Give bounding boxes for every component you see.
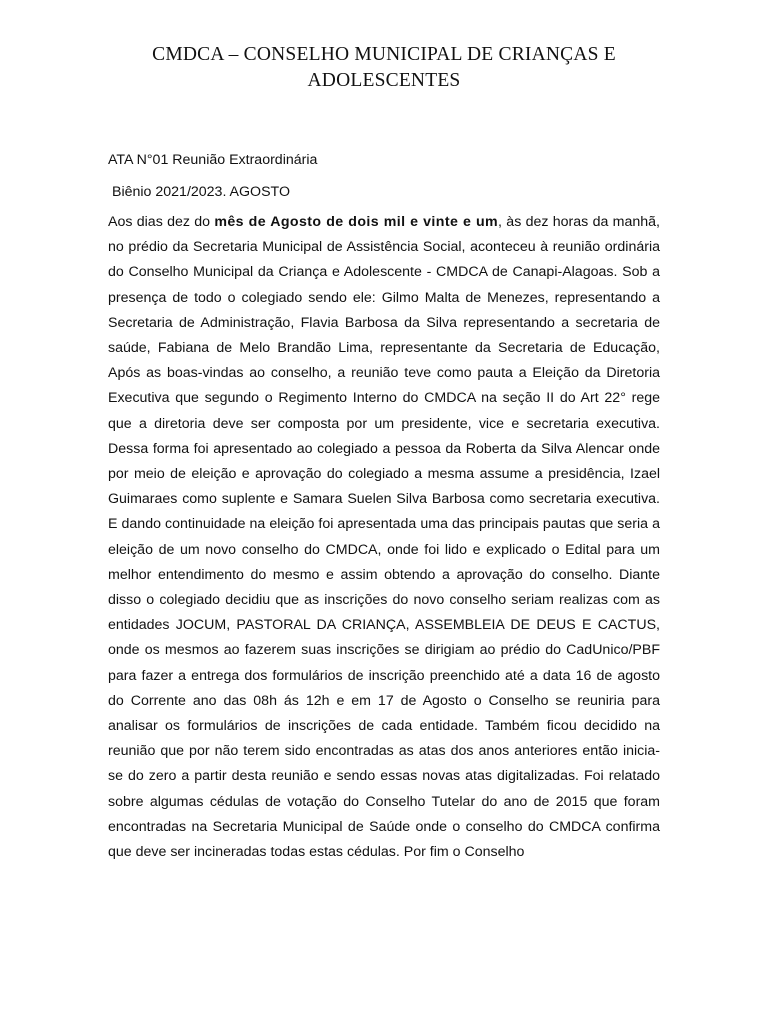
title-line-1: CMDCA – CONSELHO MUNICIPAL DE CRIANÇAS E xyxy=(152,44,616,65)
title-line-2: ADOLESCENTES xyxy=(307,70,461,91)
minutes-paragraph xyxy=(108,210,660,865)
ata-number: ATA N°01 Reunião Extraordinária xyxy=(108,152,318,168)
document-title xyxy=(108,0,660,94)
bienio-line: Biênio 2021/2023. AGOSTO xyxy=(112,184,290,200)
paragraph-rest: , às dez horas da manhã, no prédio da Secretaria Municipal de Assistência Social, aconteceu à reunião ordinária do Conselho Municipal da Criança e Adolescente - CMDCA de Canapi-Alagoas. Sob a presença de todo o colegiado sendo ele: Gilmo Malta de Menezes, representando a Secretaria de Administração, Flavia Barbosa da Silva representando a secretaria de saúde, Fabiana de Melo Brandão Lima, representante da Secretaria de Educação, Após as boas-vindas ao conselho, a reunião teve como pauta a Eleição da Diretoria Executiva que segundo o Regimento Interno do CMDCA na seção II do Art 22° rege que a diretoria deve ser composta por um presidente, vice e secretaria executiva. Dessa forma foi apresentado ao colegiado a pessoa da Roberta da Silva Alencar onde por meio de eleição e aprovação do colegiado a mesma assume a presidência, Izael Guimaraes como suplente e Samara Suelen Silva Barbosa como secretaria executiva. E dando continuidade na eleição foi apresentada uma das principais pautas que seria a eleição de um novo conselho do CMDCA, onde foi lido e explicado o Edital para um melhor entendimento do mesmo e assim obtendo a aprovação do conselho. Diante disso o colegiado decidiu que as inscrições do novo conselho seriam realizas com as entidades JOCUM, PASTORAL DA CRIANÇA, ASSEMBLEIA DE DEUS E CACTUS, onde os mesmos ao fazerem suas inscrições se dirigiam ao prédio do CadUnico/PBF para fazer a entrega dos formulários de inscrição preenchido até a data 16 de agosto do Corrente ano das 08h ás 12h e em 17 de Agosto o Conselho se reuniria para analisar os formulários de inscrições de cada entidade. Também ficou decidido na reunião que por não terem sido encontradas as atas dos anos anteriores então inicia-se do zero a partir desta reunião e sendo essas novas atas digitalizadas. Foi relatado sobre algumas cédulas de votação do Conselho Tutelar do ano de 2015 que foram encontradas na Secretaria Municipal de Saúde onde o conselho do CMDCA confirma que deve ser incineradas todas estas cédulas. Por fim o Conselho xyxy=(108,214,660,861)
paragraph-start: Aos dias dez do xyxy=(108,214,215,230)
paragraph-date-bold: mês de Agosto de dois mil e vinte e um xyxy=(214,214,499,230)
